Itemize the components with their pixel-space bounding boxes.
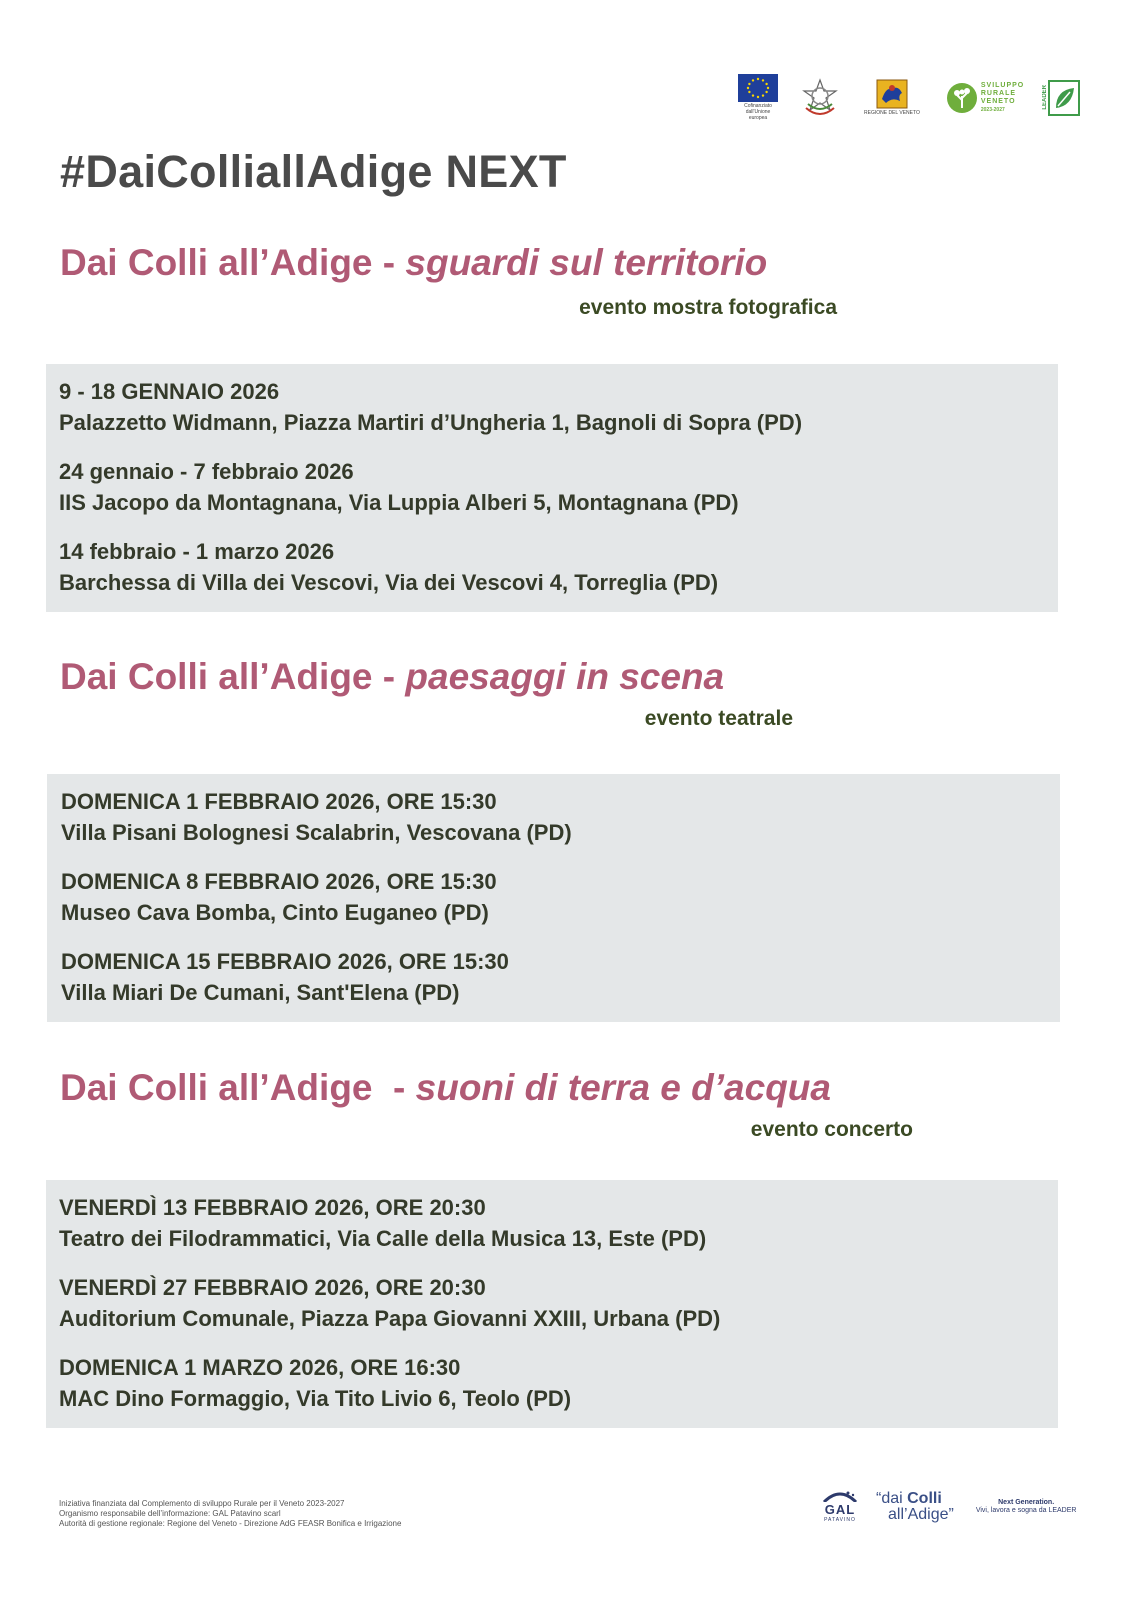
section-1-title — [60, 242, 767, 284]
leader-label: LEADER — [1042, 85, 1049, 110]
section-1-subtitle: evento mostra fotografica — [579, 296, 837, 319]
section-1-title-main: Dai Colli all’Adige - — [60, 242, 406, 283]
gal-patavino-logo — [820, 1490, 860, 1523]
eu-flag-icon — [738, 74, 778, 102]
dca-line1-b: Colli — [907, 1489, 942, 1507]
section-1-title-italic: sguardi sul territorio — [405, 242, 768, 283]
svr-line2: RURALE — [980, 89, 1017, 97]
event-place: Villa Pisani Bolognesi Scalabrin, Vescovana (PD) — [61, 820, 572, 845]
event-place: Auditorium Comunale, Piazza Papa Giovanni XXIII, Urbana (PD) — [59, 1306, 721, 1331]
event-item — [59, 456, 1058, 518]
event-place: Museo Cava Bomba, Cinto Euganeo (PD) — [61, 900, 489, 925]
section-3-events — [46, 1180, 1058, 1428]
event-place: Barchessa di Villa dei Vescovi, Via dei Vescovi 4, Torreglia (PD) — [59, 570, 719, 595]
nextgen-line2: Vivi, lavora e sogna da LEADER — [975, 1506, 1077, 1514]
section-2-title-italic: paesaggi in scena — [405, 656, 725, 697]
dai-colli-adige-logo — [876, 1491, 954, 1523]
lion-of-st-mark-icon — [876, 79, 908, 109]
tree-icon — [946, 82, 978, 114]
veneto-caption: REGIONE DEL VENETO — [864, 110, 920, 116]
event-place: Teatro dei Filodrammatici, Via Calle della Musica 13, Este (PD) — [59, 1226, 707, 1251]
regione-veneto-logo — [864, 79, 920, 116]
section-2-subtitle: evento teatrale — [644, 707, 793, 730]
nextgen-line1: Next Generation. — [998, 1498, 1055, 1506]
event-date: VENERDÌ 13 FEBBRAIO 2026, ORE 20:30 — [59, 1195, 486, 1220]
event-date: DOMENICA 15 FEBBRAIO 2026, ORE 15:30 — [61, 949, 509, 974]
dca-line2: all’Adige” — [888, 1505, 954, 1523]
eu-caption: Cofinanziato dall'Unione europea — [744, 103, 772, 121]
section-3-title — [60, 1067, 831, 1109]
event-item — [59, 536, 1058, 598]
svr-line3: VENETO — [980, 97, 1016, 105]
sviluppo-rurale-veneto-logo — [946, 82, 1024, 114]
dca-line1-a: “dai — [876, 1489, 908, 1507]
section-2-title-main: Dai Colli all’Adige - — [60, 656, 406, 697]
gal-sub: PATAVINO — [824, 1517, 856, 1523]
event-date: 14 febbraio - 1 marzo 2026 — [59, 539, 335, 564]
section-3-title-italic: suoni di terra e d’acqua — [415, 1067, 831, 1108]
event-item — [59, 1352, 1058, 1414]
footer-line: Iniziativa finanziata dal Complemento di sviluppo Rurale per il Veneto 2023-2027 — [59, 1499, 345, 1508]
event-item — [59, 1192, 1058, 1254]
italian-emblem-icon — [802, 78, 838, 118]
event-date: DOMENICA 8 FEBBRAIO 2026, ORE 15:30 — [61, 869, 497, 894]
italian-republic-emblem — [802, 78, 838, 118]
event-place: Palazzetto Widmann, Piazza Martiri d’Ungheria 1, Bagnoli di Sopra (PD) — [59, 410, 803, 435]
gal-label: GAL — [824, 1502, 856, 1517]
event-place: IIS Jacopo da Montagnana, Via Luppia Alberi 5, Montagnana (PD) — [59, 490, 739, 515]
event-item — [61, 786, 1060, 848]
section-1-events — [46, 364, 1058, 612]
event-item — [61, 866, 1060, 928]
page-title: #DaiColliallAdige NEXT — [60, 146, 567, 197]
svr-line1: SVILUPPO — [980, 81, 1025, 89]
leader-logo — [1042, 80, 1080, 116]
event-item — [61, 946, 1060, 1008]
leader-leaf-icon — [1048, 80, 1080, 116]
svr-line4: 2023-2027 — [980, 106, 1005, 113]
event-date: 24 gennaio - 7 febbraio 2026 — [59, 459, 354, 484]
section-3-title-main: Dai Colli all’Adige - — [60, 1067, 416, 1108]
event-place: MAC Dino Formaggio, Via Tito Livio 6, Teolo (PD) — [59, 1386, 572, 1411]
event-date: VENERDÌ 27 FEBBRAIO 2026, ORE 20:30 — [59, 1275, 486, 1300]
footer-logos — [820, 1490, 1076, 1523]
section-3-subtitle: evento concerto — [750, 1118, 913, 1141]
next-generation-logo — [976, 1499, 1077, 1515]
footer-line: Organismo responsabile dell’informazione: GAL Patavino scarl — [59, 1509, 281, 1518]
event-date: DOMENICA 1 FEBBRAIO 2026, ORE 15:30 — [61, 789, 497, 814]
section-2-title — [60, 656, 724, 698]
footer-line: Autorità di gestione regionale: Regione del Veneto - Direzione AdG FEASR Bonifica e Irrigazione — [59, 1519, 402, 1528]
gal-arc-icon — [820, 1490, 860, 1502]
event-date: DOMENICA 1 MARZO 2026, ORE 16:30 — [59, 1355, 461, 1380]
eu-flag-logo — [736, 74, 780, 121]
event-date: 9 - 18 GENNAIO 2026 — [59, 379, 280, 404]
footer-credits — [59, 1499, 401, 1529]
event-item — [59, 1272, 1058, 1334]
section-2-events — [47, 774, 1060, 1022]
partner-logos — [736, 74, 1080, 121]
event-place: Villa Miari De Cumani, Sant'Elena (PD) — [61, 980, 460, 1005]
event-item — [59, 376, 1058, 438]
